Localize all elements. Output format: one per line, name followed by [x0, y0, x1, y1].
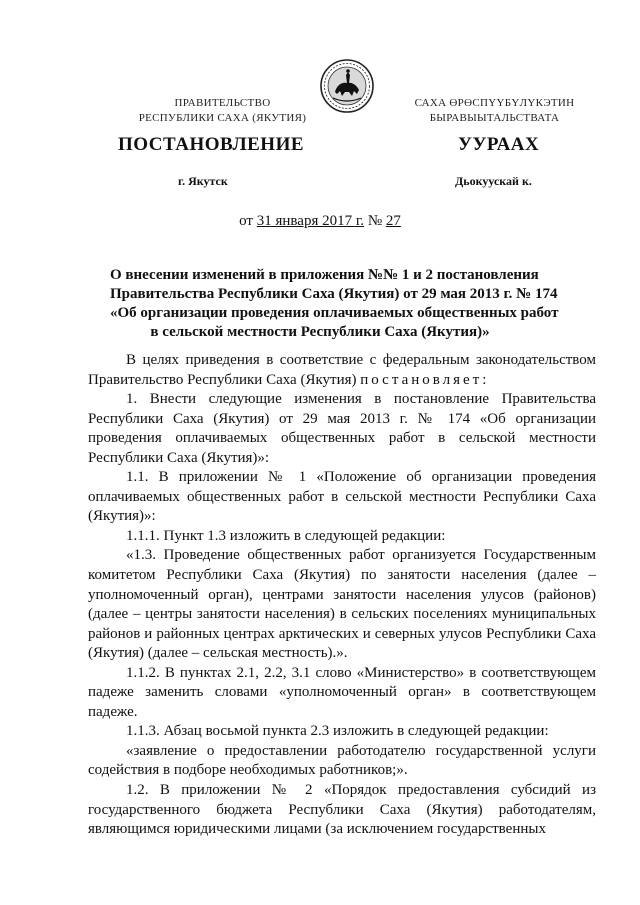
city-russian: г. Якутск: [178, 174, 228, 188]
decree-body: [88, 351, 596, 840]
decree-number: 27: [385, 213, 401, 229]
paragraph: «1.3. Проведение общественных работ организуется Государственным комитетом Республики Саха (Якутия) по занятости населения (далее – уполномоченный орган), центрами занятости населения улусов (районов) (далее – центры занятости населения) в сельских поселениях муниципальных районов и районных центрах арктических и северных улусов Республики Саха (Якутия) (далее – сельская местность).».: [88, 547, 596, 662]
issuer-yakut-line2: БЫРАВЫЫТАЛЬСТВАТА: [429, 112, 560, 124]
paragraph: 1.2. В приложении № 2 «Порядок предоставления субсидий из государственного бюджета Республики Саха (Якутия) работодателям, являющимся юридическими лицами (за исключением государственных: [88, 782, 596, 838]
paragraph: 1. Внести следующие изменения в постановление Правительства Республики Саха (Якутия) от 29 мая 2013 г. № 174 «Об организации проведения оплачиваемых общественных работ в сельской местности Республики Саха (Якутия)»:: [88, 391, 596, 466]
doc-type-russian: ПОСТАНОВЛЕНИЕ: [118, 134, 305, 155]
issuer-yakut: [392, 96, 597, 126]
title-line: «Об организации проведения оплачиваемых общественных работ: [110, 305, 559, 321]
date-prefix: от: [239, 213, 257, 229]
doc-type-yakut: УУРААХ: [458, 134, 540, 155]
number-label: №: [364, 213, 386, 229]
preamble-text: В целях приведения в соответствие с федеральным законодательством Правительство Республики Саха (Якутия): [88, 352, 596, 388]
paragraph: 1.1.2. В пунктах 2.1, 2.2, 3.1 слово «Министерство» в соответствующем падеже заменить словами «уполномоченный орган» в соответствующем падеже.: [88, 664, 596, 720]
title-line: Правительства Республики Саха (Якутия) от 29 мая 2013 г. № 174: [110, 286, 558, 302]
city-yakut: Дьокуускай к.: [455, 174, 532, 188]
document-header: [0, 0, 640, 200]
decree-date-line: [0, 213, 640, 230]
issuer-russian-line1: ПРАВИТЕЛЬСТВО: [174, 97, 271, 109]
issuer-russian: [130, 96, 315, 126]
issuer-russian-line2: РЕСПУБЛИКИ САХА (ЯКУТИЯ): [138, 112, 307, 124]
paragraph: 1.1.3. Абзац восьмой пункта 2.3 изложить в следующей редакции:: [126, 723, 549, 740]
decree-title: [110, 266, 559, 342]
decree-date: 31 января 2017 г.: [256, 213, 365, 229]
paragraph: 1.1. В приложении № 1 «Положение об организации проведения оплачиваемых общественных работ в сельской местности Республики Саха (Якутия)»:: [88, 469, 596, 525]
issuer-yakut-line1: САХА ӨРӨСПҮҮБҮЛҮКЭТИН: [414, 97, 575, 109]
paragraph: «заявление о предоставлении работодателю государственной услуги содействия в подборе необходимых работников;».: [88, 742, 596, 779]
coat-of-arms-icon: [319, 58, 375, 114]
paragraph: 1.1.1. Пункт 1.3 изложить в следующей редакции:: [126, 527, 446, 544]
resolves-word: постановляет:: [360, 371, 490, 388]
title-line: в сельской местности Республики Саха (Якутия)»: [150, 324, 490, 340]
title-line: О внесении изменений в приложения №№ 1 и 2 постановления: [110, 267, 539, 283]
paragraph-preamble: [88, 351, 596, 390]
